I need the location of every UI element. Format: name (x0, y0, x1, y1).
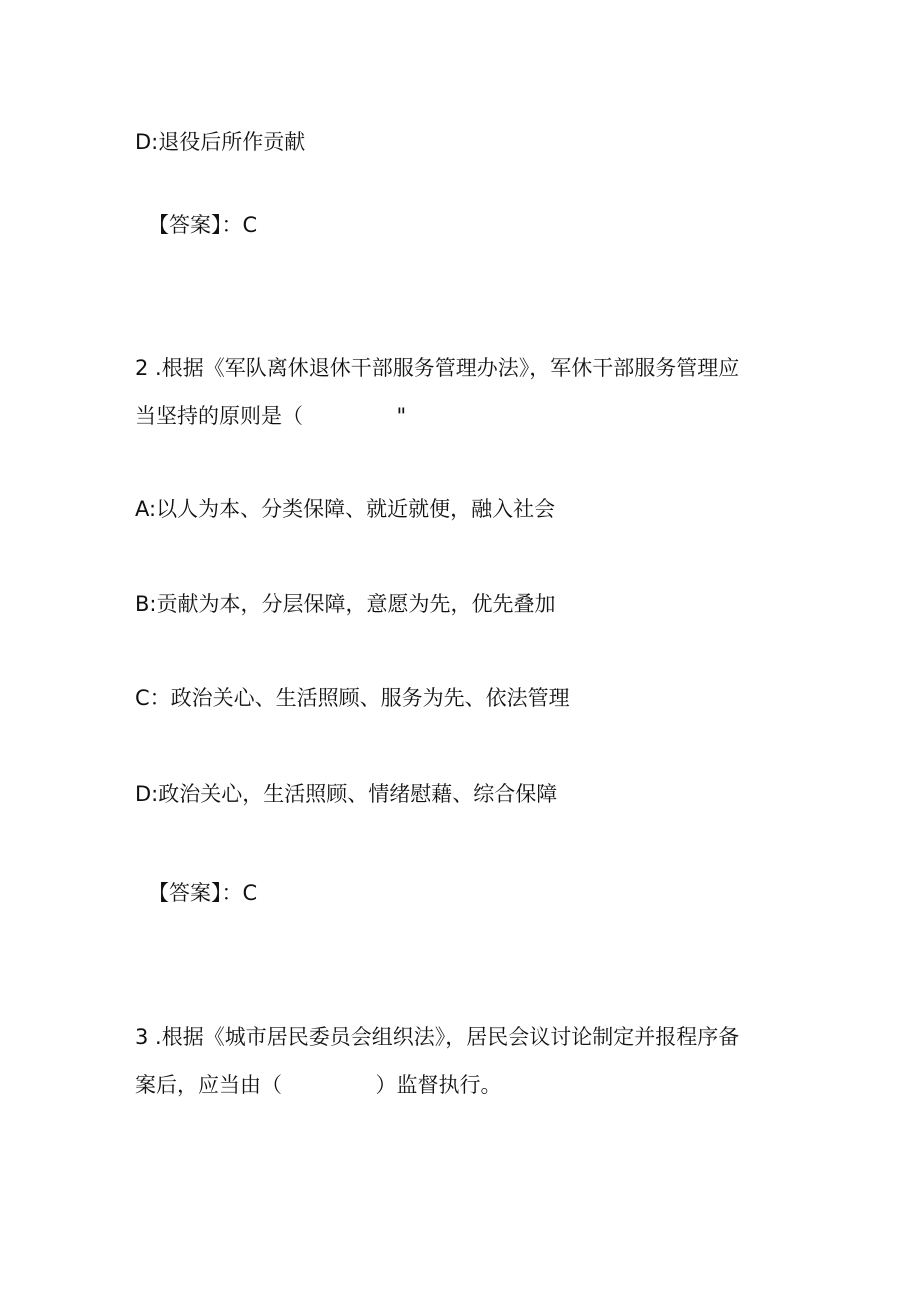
q2-option-b: B:贡献为本，分层保障，意愿为先，优先叠加 (135, 592, 556, 616)
q2-option-c: C：政治关心、生活照顾、服务为先、依法管理 (135, 686, 570, 710)
q1-option-d: D:退役后所作贡献 (135, 130, 306, 154)
q2-option-d: D:政治关心，生活照顾、情绪慰藉、综合保障 (135, 782, 558, 806)
q2-stem-line2: 当坚持的原则是（ " (135, 404, 407, 428)
q2-stem-line1: 2 .根据《军队离休退休干部服务管理办法》，军休干部服务管理应 (135, 356, 740, 380)
q3-stem-line2: 案后，应当由（ ）监督执行。 (135, 1073, 502, 1097)
q2-answer: 【答案】：C (148, 881, 258, 905)
q1-answer: 【答案】：C (148, 213, 258, 237)
q2-option-a: A:以人为本、分类保障、就近就便，融入社会 (135, 497, 556, 521)
q3-stem-line1: 3 .根据《城市居民委员会组织法》，居民会议讨论制定并报程序备 (135, 1025, 740, 1049)
